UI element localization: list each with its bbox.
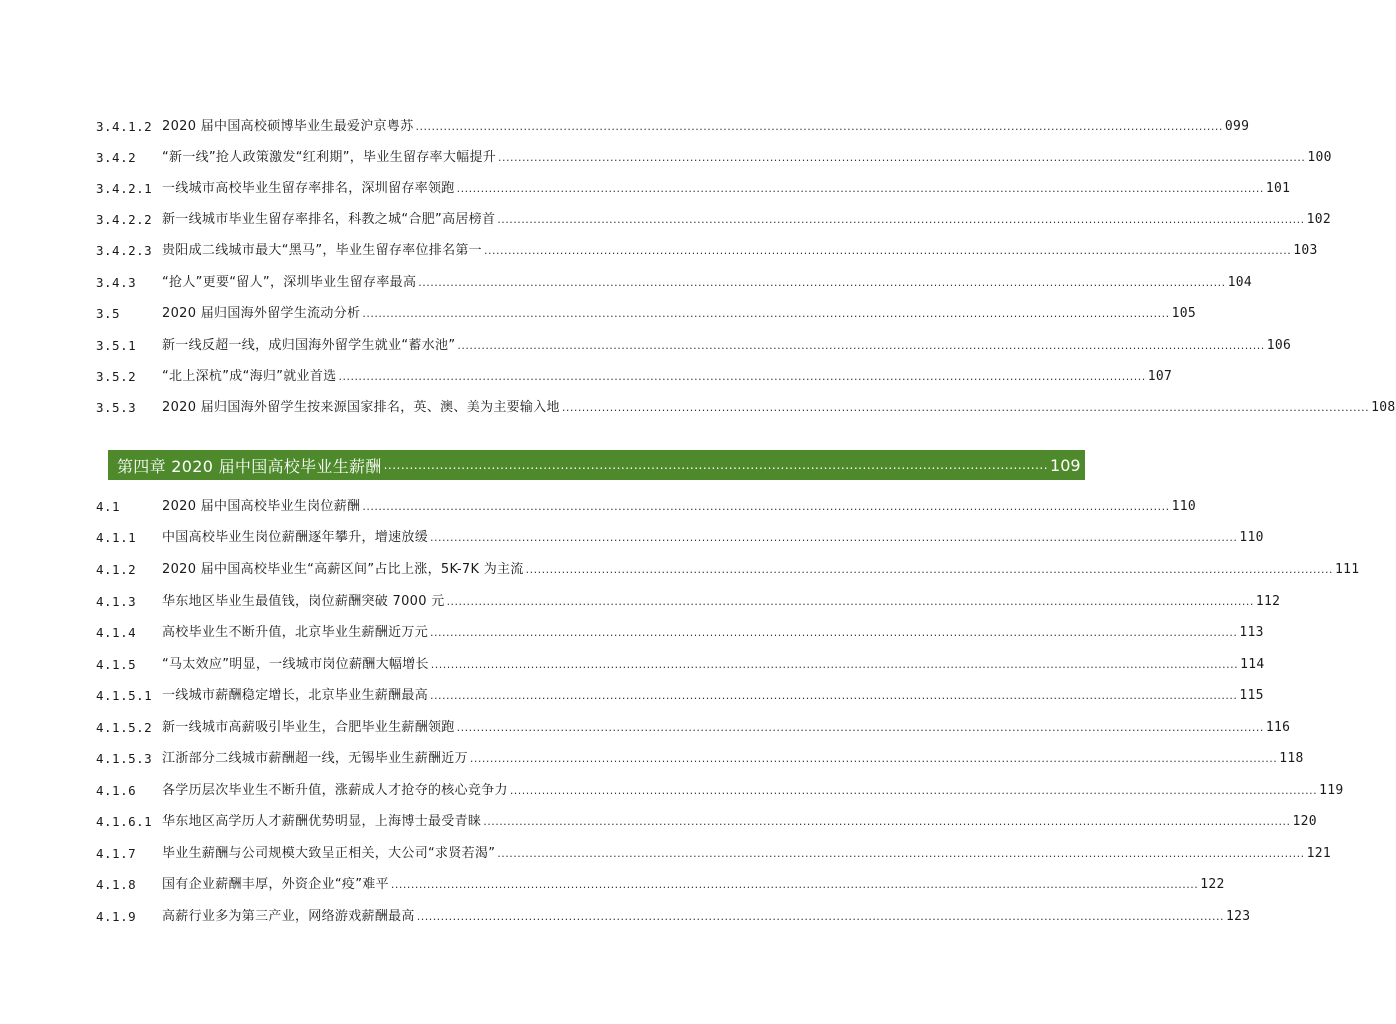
section-number: 4.1.6 — [96, 783, 137, 798]
section-number: 4.1.1 — [96, 530, 137, 545]
toc-entry[interactable] — [96, 396, 1396, 416]
page-number: 123 — [1226, 909, 1251, 924]
section-number: 3.5.1 — [96, 338, 137, 353]
section-number: 4.1.8 — [96, 877, 137, 892]
section-number: 4.1.3 — [96, 594, 137, 609]
toc-entry[interactable] — [96, 653, 1265, 673]
section-number: 4.1.5.2 — [96, 720, 153, 735]
page-number: 104 — [1227, 275, 1252, 290]
chapter-page-number: 109 — [1050, 455, 1081, 475]
section-title: 2020 届中国高校毕业生“高薪区间”占比上涨，5K-7K 为主流 — [162, 562, 524, 577]
page-number: 102 — [1306, 212, 1331, 227]
toc-entry[interactable] — [96, 558, 1360, 578]
dot-leader — [362, 306, 1169, 322]
dot-leader — [526, 562, 1333, 578]
dot-leader — [391, 877, 1198, 893]
toc-entry[interactable] — [96, 779, 1344, 799]
page-number: 103 — [1293, 243, 1318, 258]
section-title: 华东地区毕业生最值钱，岗位薪酬突破 7000 元 — [162, 594, 445, 609]
section-title: 一线城市薪酬稳定增长，北京毕业生薪酬最高 — [162, 688, 429, 703]
toc-entry[interactable] — [96, 146, 1332, 166]
section-number: 4.1.6.1 — [96, 814, 153, 829]
section-number: 3.5 — [96, 306, 121, 321]
section-number: 3.4.2 — [96, 150, 137, 165]
section-title: 2020 届中国高校毕业生岗位薪酬 — [162, 499, 361, 514]
section-title: 贵阳成二线城市最大“黑马”，毕业生留存率位排名第一 — [162, 243, 482, 258]
section-number: 4.1.9 — [96, 909, 137, 924]
chapter-bar — [108, 450, 1085, 480]
page-number: 113 — [1239, 625, 1264, 640]
page-number: 106 — [1266, 338, 1292, 353]
toc-entry[interactable] — [96, 365, 1173, 385]
dot-leader — [498, 150, 1305, 166]
section-number: 3.4.2.3 — [96, 243, 153, 258]
section-title: “北上深杭”成“海归”就业首选 — [162, 369, 337, 384]
section-title: “马太效应”明显，一线城市岗位薪酬大幅增长 — [162, 657, 429, 672]
page-number: 118 — [1279, 751, 1304, 766]
section-number: 4.1.5.3 — [96, 751, 153, 766]
dot-leader — [483, 814, 1290, 830]
toc-entry[interactable] — [96, 115, 1250, 135]
page-number: 114 — [1240, 657, 1265, 672]
dot-leader — [447, 594, 1254, 610]
page-number: 108 — [1371, 400, 1396, 415]
page-number: 101 — [1265, 181, 1291, 196]
diamond-bullet-icon — [88, 461, 96, 469]
page-number: 100 — [1307, 150, 1332, 165]
section-number: 3.4.1.2 — [96, 119, 153, 134]
toc-entry[interactable] — [96, 208, 1331, 228]
toc-entry[interactable] — [96, 873, 1225, 893]
section-title: 新一线城市高薪吸引毕业生，合肥毕业生薪酬领跑 — [162, 720, 455, 735]
section-title: 国有企业薪酬丰厚，外资企业“疫”难平 — [162, 877, 389, 892]
page-number: 110 — [1171, 499, 1197, 514]
dot-leader — [470, 751, 1277, 767]
toc-entry[interactable] — [96, 747, 1304, 767]
section-title: 高校毕业生不断升值，北京毕业生薪酬近万元 — [162, 625, 429, 640]
toc-entry[interactable] — [96, 495, 1197, 515]
chapter-title: 第四章 2020 届中国高校毕业生薪酬 — [117, 456, 382, 476]
dot-leader — [484, 243, 1291, 259]
section-title: 华东地区高学历人才薪酬优势明显，上海博士最受青睐 — [162, 814, 482, 829]
page-number: 110 — [1239, 530, 1264, 545]
section-title: 新一线城市毕业生留存率排名，科教之城“合肥”高居榜首 — [162, 212, 496, 227]
toc-entry[interactable] — [96, 810, 1317, 830]
toc-entry[interactable] — [96, 239, 1318, 259]
section-title: 2020 届中国高校硕博毕业生最爱沪京粤苏 — [162, 119, 414, 134]
page-number: 111 — [1334, 562, 1360, 577]
toc-entry[interactable] — [96, 271, 1252, 291]
section-number: 4.1.4 — [96, 625, 137, 640]
dot-leader — [457, 181, 1264, 197]
section-number: 3.4.3 — [96, 275, 137, 290]
dot-leader — [384, 458, 1048, 472]
section-number: 3.4.2.2 — [96, 212, 153, 227]
section-title: 江浙部分二线城市薪酬超一线，无锡毕业生薪酬近万 — [162, 751, 468, 766]
dot-leader — [497, 212, 1304, 228]
dot-leader — [418, 275, 1225, 291]
section-title: “抢人”更要“留人”，深圳毕业生留存率最高 — [162, 275, 417, 290]
dot-leader — [497, 846, 1304, 862]
section-number: 3.5.3 — [96, 400, 137, 415]
chapter-heading[interactable] — [88, 450, 1081, 480]
dot-leader — [417, 909, 1224, 925]
page-number: 121 — [1306, 846, 1331, 861]
page-number: 120 — [1292, 814, 1317, 829]
dot-leader — [510, 783, 1317, 799]
dot-leader — [430, 625, 1237, 641]
section-title: 新一线反超一线，成归国海外留学生就业“蓄水池” — [162, 338, 456, 353]
toc-entry[interactable] — [96, 621, 1264, 641]
section-title: 一线城市高校毕业生留存率排名，深圳留存率领跑 — [162, 181, 455, 196]
section-title: “新一线”抢人政策激发“红利期”，毕业生留存率大幅提升 — [162, 150, 497, 165]
section-number: 4.1.2 — [96, 562, 137, 577]
dot-leader — [362, 499, 1169, 515]
page-number: 119 — [1319, 783, 1344, 798]
section-title: 各学历层次毕业生不断升值，涨薪成人才抢夺的核心竞争力 — [162, 783, 508, 798]
page-number: 107 — [1147, 369, 1173, 384]
toc-entry[interactable] — [96, 905, 1251, 925]
section-title: 2020 届归国海外留学生按来源国家排名，英、澳、美为主要输入地 — [162, 400, 560, 415]
toc-entry[interactable] — [96, 842, 1331, 862]
page-number: 112 — [1255, 594, 1281, 609]
section-number: 4.1 — [96, 499, 121, 514]
page-number: 105 — [1171, 306, 1197, 321]
dot-leader — [457, 338, 1264, 354]
toc-entry[interactable] — [96, 177, 1291, 197]
section-title: 中国高校毕业生岗位薪酬逐年攀升，增速放缓 — [162, 530, 429, 545]
dot-leader — [430, 688, 1237, 704]
toc-entry[interactable] — [96, 684, 1264, 704]
dot-leader — [457, 720, 1264, 736]
toc-entry[interactable] — [96, 716, 1291, 736]
section-number: 3.4.2.1 — [96, 181, 153, 196]
section-title: 高薪行业多为第三产业，网络游戏薪酬最高 — [162, 909, 415, 924]
page-number: 116 — [1265, 720, 1291, 735]
page-number: 099 — [1224, 119, 1250, 134]
section-number: 4.1.7 — [96, 846, 137, 861]
section-number: 3.5.2 — [96, 369, 137, 384]
section-number: 4.1.5.1 — [96, 688, 153, 703]
toc-entry[interactable] — [96, 526, 1264, 546]
toc-entry[interactable] — [96, 590, 1281, 610]
toc-entry[interactable] — [96, 302, 1197, 322]
page-number: 115 — [1239, 688, 1264, 703]
section-title: 毕业生薪酬与公司规模大致呈正相关，大公司“求贤若渴” — [162, 846, 496, 861]
dot-leader — [416, 119, 1223, 135]
section-number: 4.1.5 — [96, 657, 137, 672]
dot-leader — [562, 400, 1369, 416]
dot-leader — [338, 369, 1145, 385]
section-title: 2020 届归国海外留学生流动分析 — [162, 306, 361, 321]
page-number: 122 — [1200, 877, 1225, 892]
toc-entry[interactable] — [96, 334, 1292, 354]
dot-leader — [430, 530, 1237, 546]
dot-leader — [431, 657, 1238, 673]
